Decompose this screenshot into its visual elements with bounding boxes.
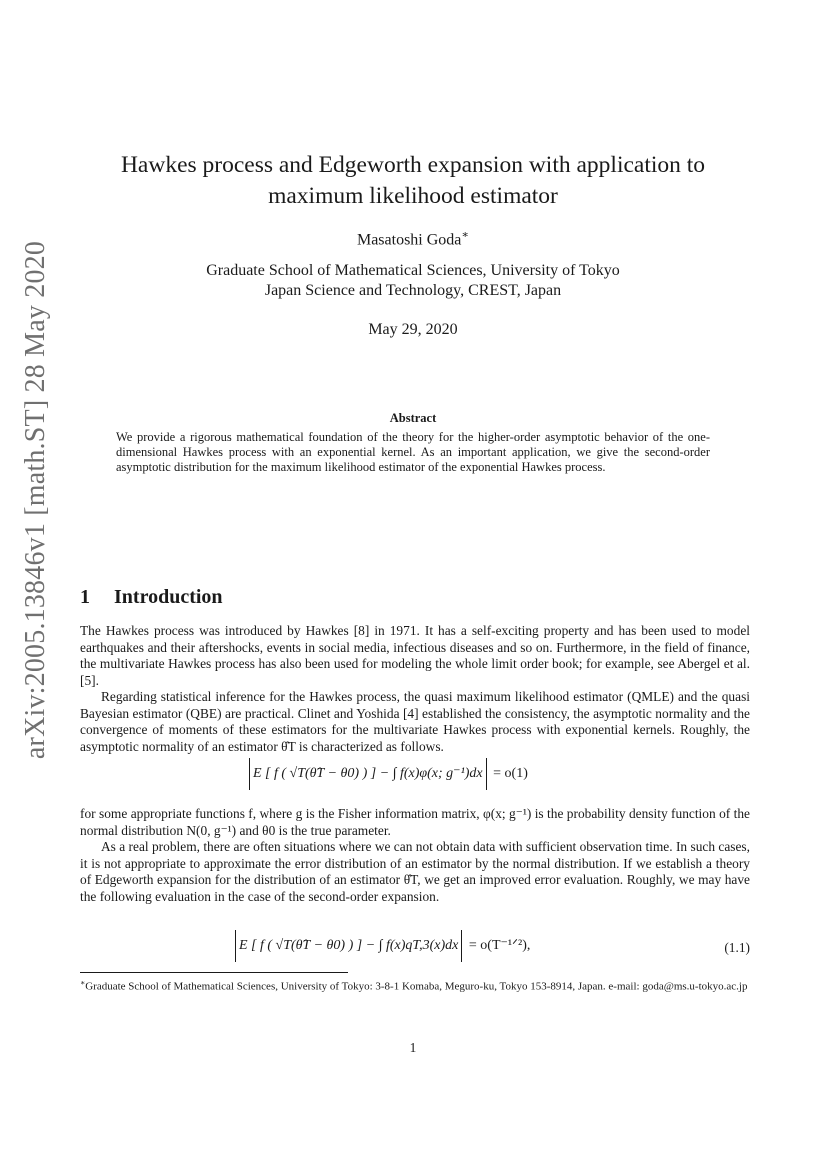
equation-2 — [232, 930, 530, 962]
footnote-text: Graduate School of Mathematical Sciences, University of Tokyo: 3-8-1 Komaba, Meguro-ku, Tokyo 153-8914, Japan. e-mail: goda@ms.u-tokyo.ac.jp — [85, 980, 748, 993]
abstract-heading: Abstract — [389, 411, 437, 425]
equation-2-lhs: E [ f ( √T(θ̂T − θ0) ) ] − ∫ f(x)qT,3(x)dx — [239, 938, 459, 954]
paragraph-1: The Hawkes process was introduced by Hawkes [8] in 1971. It has a self-exciting property and has been used to model earthquakes and their aftershocks, events in social media, infectious diseases and so on. Furthermore, in the field of finance, the multivariate Hawkes process has also been used for modeling the whole limit order book; for example, see Abergel et al. [5]. — [80, 623, 750, 688]
equation-1-rhs: = o(1) — [493, 766, 528, 782]
equation-1-lhs: E [ f ( √T(θ̂T − θ0) ) ] − ∫ f(x)φ(x; g⁻¹)dx — [253, 766, 483, 782]
footnote-rule — [80, 972, 348, 973]
author-name: Masatoshi Goda — [356, 231, 462, 249]
paragraph-3: for some appropriate functions f, where g is the Fisher information matrix, φ(x; g⁻¹) is the probability density function of the normal distribution N(0, g⁻¹) and θ0 is the true parameter. — [80, 806, 750, 838]
affiliation — [0, 261, 826, 301]
equation-2-rhs: = o(T⁻¹ᐟ²), — [468, 938, 531, 954]
affiliation-line-1: Graduate School of Mathematical Sciences, University of Tokyo — [206, 262, 620, 279]
body-block-1 — [80, 623, 750, 755]
section-title: Introduction — [114, 586, 223, 608]
arxiv-identifier: arXiv:2005.13846v1 [math.ST] 28 May 2020 — [20, 240, 51, 760]
footnote — [80, 976, 750, 994]
equation-2-number: (1.1) — [724, 940, 750, 955]
section-number: 1 — [80, 586, 90, 608]
page-number: 1 — [409, 1040, 417, 1055]
author — [0, 228, 826, 249]
author-footnote-mark: ∗ — [461, 229, 470, 241]
paragraph-2: Regarding statistical inference for the Hawkes process, the quasi maximum likelihood estimator (QMLE) and the quasi Bayesian estimator (QBE) are practical. Clinet and Yoshida [4] established the consistency, the asymptotic normality and the convergence of moments of these estimators for the multivariate Hawkes process with exponential kernels. Roughly, the asymptotic normality of an estimator θ̂T is characterized as follows. — [80, 689, 750, 754]
body-block-2 — [80, 806, 750, 905]
title-line-1: Hawkes process and Edgeworth expansion with application to — [120, 152, 706, 178]
affiliation-line-2: Japan Science and Technology, CREST, Japan — [264, 282, 562, 299]
paragraph-4: As a real problem, there are often situations where we can not obtain data with sufficient observation time. In such cases, it is not appropriate to approximate the error distribution of an estimator by the normal distribution. If we establish a theory of Edgeworth expansion for the distribution of an estimator θ̂T, we get an improved error evaluation. Roughly, we may have the following evaluation in the case of the second-order expansion. — [80, 839, 750, 904]
title-line-2: maximum likelihood estimator — [268, 183, 558, 209]
paper-title — [0, 150, 826, 212]
footnote-mark: ∗ — [80, 978, 86, 987]
section-heading — [80, 586, 223, 609]
equation-1 — [246, 758, 528, 790]
paper-date: May 29, 2020 — [368, 321, 458, 338]
abstract-text: We provide a rigorous mathematical foundation of the theory for the higher-order asymptotic behavior of the one-dimensional Hawkes process with an exponential kernel. As an important application, we give the second-order asymptotic distribution for the maximum likelihood estimator of the exponential Hawkes process. — [116, 430, 710, 474]
